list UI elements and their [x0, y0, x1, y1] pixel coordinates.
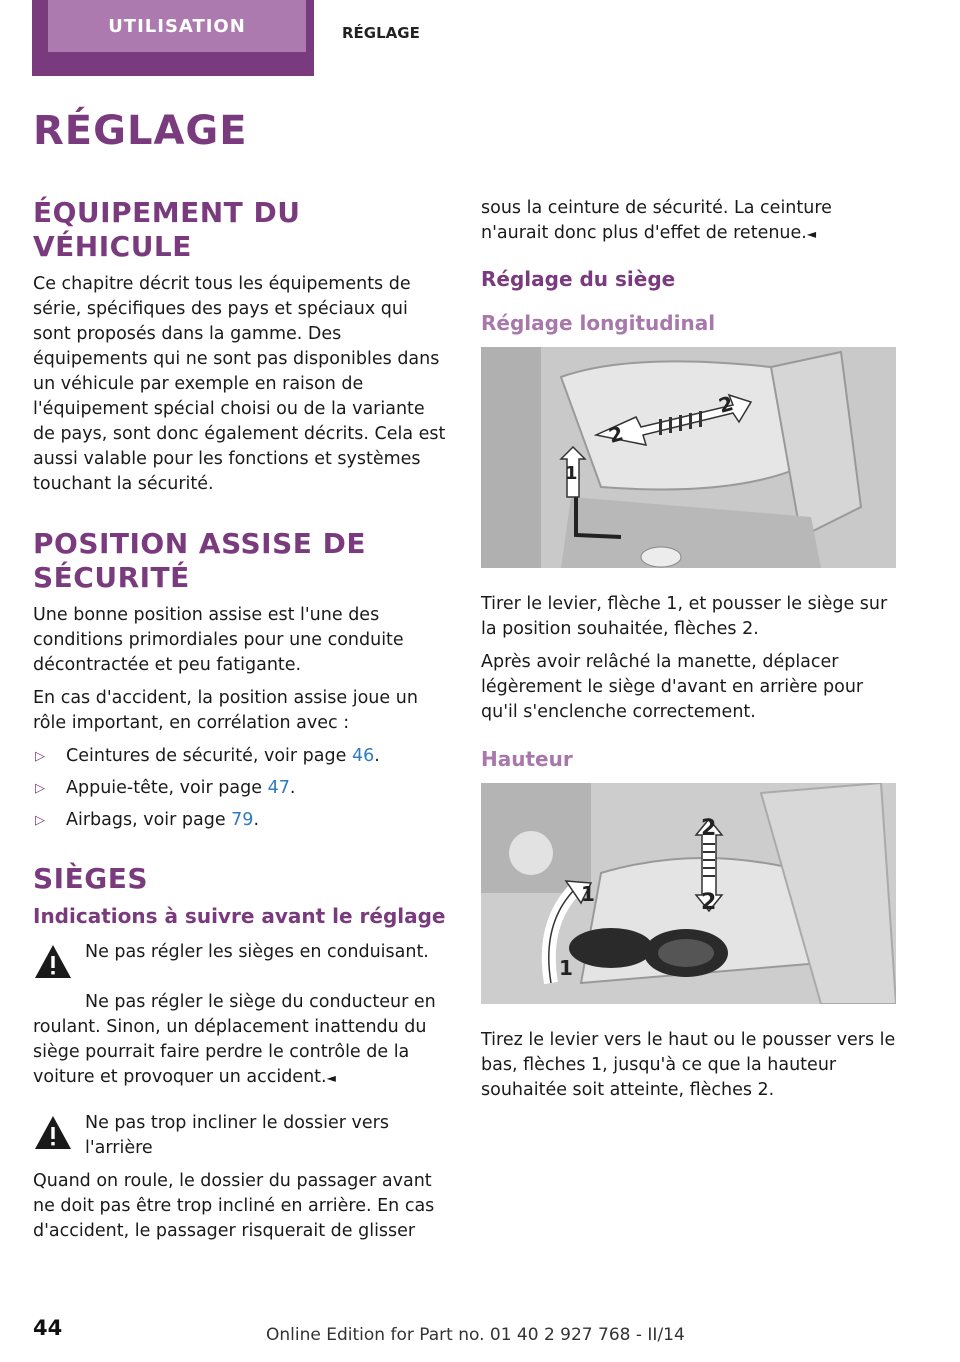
related-items-list [33, 744, 449, 833]
warning-1-text: Ne pas régler le siège du conducteur en roulant. Sinon, un déplacement inattendu du siège pourrait faire perdre le contrôle de la voiture et provoquer un accident.◄ [33, 992, 436, 1087]
hauteur-paragraph: Tirez le levier vers le haut ou le pousser vers le bas, flèches 1, jusqu'à ce que la hauteur souhaitée soit atteinte, flèches 2. [481, 1030, 896, 1100]
equip-heading: ÉQUIPEMENT DU VÉHICULE [33, 196, 301, 263]
warning-2-text: Quand on roule, le dossier du passager avant ne doit pas être trop incliné en arrière. En cas d'accident, le passager risquerait de glisser [33, 1171, 435, 1241]
page-link-79[interactable]: 79 [231, 810, 254, 830]
hauteur-heading: Hauteur [481, 747, 573, 771]
list-item: ▷ Ceintures de sécurité, voir page 46. [33, 744, 449, 769]
position-heading: POSITION ASSISE DE SÉCURITÉ [33, 527, 366, 594]
reglage-siege-heading: Réglage du siège [481, 267, 676, 291]
svg-text:1: 1 [565, 463, 578, 484]
position-paragraph-1: Une bonne position assise est l'une des conditions primordiales pour une conduite décontractée et peu fatigante. [33, 605, 404, 675]
chapter-tab[interactable] [32, 0, 314, 76]
page-link-47[interactable]: 47 [267, 778, 290, 798]
warning-block-1 [33, 940, 449, 990]
longitudinal-heading: Réglage longitudinal [481, 311, 716, 335]
list-item: ▷ Airbags, voir page 79. [33, 808, 449, 833]
svg-text:2: 2 [606, 421, 626, 448]
end-marker: ◄ [326, 1071, 336, 1085]
left-column [33, 196, 449, 1252]
sieges-heading: SIÈGES [33, 862, 148, 895]
warning-icon [33, 942, 73, 982]
indications-heading: Indications à suivre avant le réglage [33, 904, 446, 928]
edition-note: Online Edition for Part no. 01 40 2 927 768 - II/14 [266, 1325, 685, 1345]
section-label: RÉGLAGE [342, 24, 420, 42]
warning-1-title: Ne pas régler les sièges en conduisant. [85, 942, 429, 962]
warning-2-title: Ne pas trop incliner le dossier vers l'arrière [85, 1113, 389, 1158]
right-column [481, 196, 899, 1111]
chapter-tab-label: UTILISATION [48, 0, 306, 52]
seat-longitudinal-figure [481, 347, 896, 568]
svg-text:1: 1 [581, 882, 595, 906]
bullet-triangle-icon: ▷ [35, 781, 45, 796]
longitudinal-paragraph-2: Après avoir relâché la manette, déplacer légèrement le siège d'avant en arrière pour qu'il s'enclenche correctement. [481, 652, 864, 722]
svg-text:2: 2 [701, 890, 717, 915]
list-item: ▷ Appuie-tête, voir page 47. [33, 776, 449, 801]
bullet-triangle-icon: ▷ [35, 813, 45, 828]
continued-paragraph: sous la ceinture de sécurité. La ceinture n'aurait donc plus d'effet de retenue.◄ [481, 198, 832, 243]
warning-icon [33, 1113, 73, 1153]
page-link-46[interactable]: 46 [351, 746, 375, 766]
svg-text:1: 1 [559, 956, 573, 980]
warning-block-2 [33, 1111, 449, 1161]
page-number: 44 [33, 1316, 63, 1340]
position-paragraph-2: En cas d'accident, la position assise joue un rôle important, en corrélation avec : [33, 688, 418, 733]
page-title: RÉGLAGE [33, 108, 248, 154]
end-marker: ◄ [806, 227, 817, 241]
equip-paragraph: Ce chapitre décrit tous les équipements de série, spécifiques des pays et spéciaux qui sont proposés dans la gamme. Des équipements qui ne sont pas disponibles dans un véhicule par exemple en raison de l'équipement spécial choisi ou de la variante de pays, sont donc également décrits. Cela est aussi valable pour les fonctions et systèmes touchant la sécurité. [33, 274, 446, 494]
longitudinal-paragraph-1: Tirer le levier, flèche 1, et pousser le siège sur la position souhaitée, flèches 2. [481, 594, 888, 639]
bullet-triangle-icon: ▷ [35, 749, 45, 764]
seat-height-figure [481, 783, 896, 1004]
svg-text:2: 2 [701, 816, 717, 841]
svg-text:2: 2 [716, 391, 736, 418]
